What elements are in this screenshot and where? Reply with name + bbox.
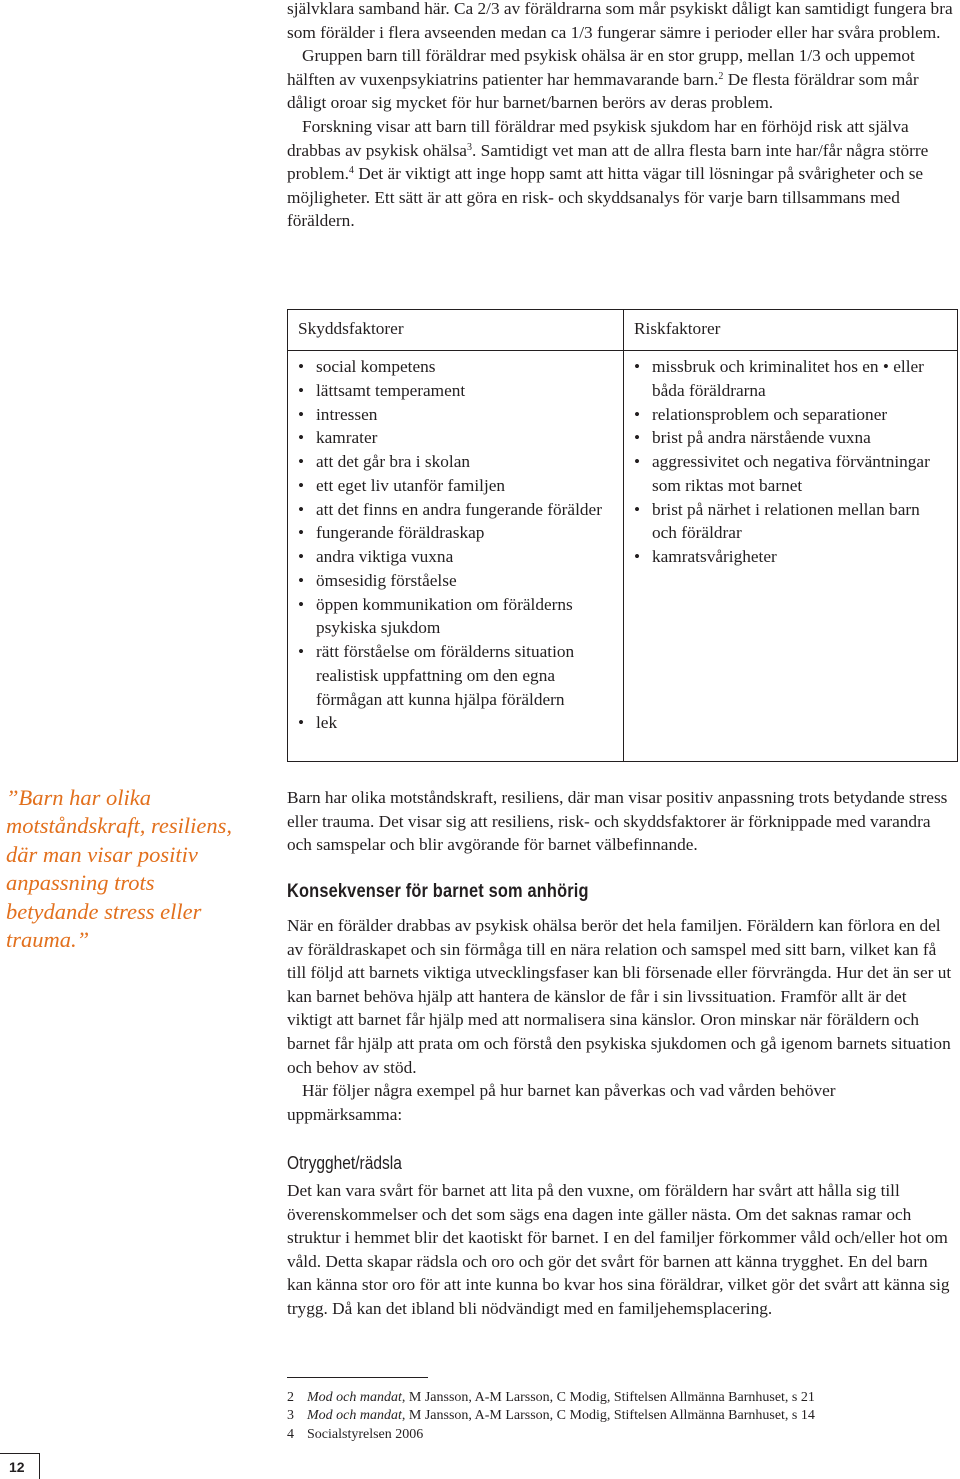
intro-p2-text-b: De flesta föräldrar som mår dåligt oroar sig mycket för hur barnet/barnen berörs av deras problem. <box>287 69 919 113</box>
protective-factor-item-text: lek <box>316 713 338 733</box>
section-paragraph-2: Här följer några exempel på hur barnet kan påverkas och vad vården behöver uppmärksamma: <box>287 1081 836 1124</box>
intro-p3-text-c: Det är viktigt att inge hopp samt att hitta vägar till lösningar på svårigheter och se möjligheter. Ett sätt är att göra en risk- och skyddsanalys för varje barn tillsammans med föräldern. <box>287 164 924 231</box>
intro-paragraph-3 <box>287 115 955 233</box>
risk-factor-item-text: aggressivitet och negativa förväntningar som riktas mot barnet <box>652 452 930 495</box>
footnote-title: Mod och mandat <box>307 1390 402 1405</box>
bullet-icon: • <box>634 499 641 519</box>
footnote-text: Socialstyrelsen 2006 <box>307 1426 424 1442</box>
factors-table <box>287 309 958 762</box>
bullet-icon: • <box>298 523 305 543</box>
protective-factor-item-text: intressen <box>316 404 378 424</box>
protective-factor-item-text: andra viktiga vuxna <box>316 547 454 566</box>
bullet-icon: • <box>298 357 305 376</box>
protective-factor-item <box>298 474 616 498</box>
protective-factor-item-text: kamrater <box>316 428 378 448</box>
protective-factor-item-text: rätt förståelse om förälderns situation realistisk uppfattning om den egna förmågan att kunna hjälpa föräldern <box>316 642 575 709</box>
protective-factor-item <box>298 640 616 711</box>
protective-factor-item <box>298 545 616 569</box>
bullet-icon: • <box>298 642 305 661</box>
footnotes <box>287 1389 815 1444</box>
bullet-icon: • <box>298 499 305 519</box>
risk-factor-item <box>634 450 934 498</box>
section-text <box>287 914 955 1126</box>
bullet-icon: • <box>634 428 641 448</box>
intro-p3-text-b: . Samtidigt vet man att de allra flesta barn inte har/får några större problem. <box>287 140 929 184</box>
risk-factor-item-text: brist på andra närstående vuxna <box>652 428 871 448</box>
intro-text <box>287 0 955 233</box>
protective-factor-item-text: öppen kommunikation om förälderns psykiska sjukdom <box>316 594 573 638</box>
bullet-icon: • <box>634 547 641 566</box>
bullet-icon: • <box>634 357 641 376</box>
protective-factor-item <box>298 450 616 474</box>
protective-factor-item-text: att det går bra i skolan <box>316 452 471 471</box>
risk-factor-item-text: brist på närhet i relationen mellan barn och föräldrar <box>652 499 920 543</box>
header-divider <box>288 350 957 351</box>
footnote-ref-4: 4 <box>348 165 354 177</box>
risk-factors-heading: Riskfaktorer <box>634 319 721 338</box>
subsection-text <box>287 1179 955 1321</box>
subsection-paragraph: Det kan vara svårt för barnet att lita på den vuxne, om föräldern har svårt att hålla sig till överenskommelser och det som sägs ena dagen inte gäller nästa. Om det saknas ramar och struktur i hemmet blir det kaotiskt för barnet. I en del familjer förkommer våld och/eller hot om våld. Detta skapar rädsla och oro och gör det svårt för barnen att känna trygghet. En del barn kan känna stor oro för att inte kunna bo kvar hos sina föräldrar, vilket gör det svårt att känna sig trygg. Då kan det ibland bli nödvändigt med en familjehemsplacering. <box>287 1181 950 1318</box>
footnote-text: , M Jansson, A-M Larsson, C Modig, Stiftelsen Allmänna Barnhuset, s 14 <box>401 1408 815 1424</box>
intro-paragraph-2 <box>287 44 955 115</box>
page-number: 12 <box>0 1453 40 1479</box>
protective-factors-list <box>298 355 616 735</box>
bullet-icon: • <box>298 547 305 566</box>
footnote-rule <box>287 1377 428 1378</box>
bullet-icon: • <box>298 713 305 733</box>
protective-factor-item <box>298 521 616 545</box>
protective-factors-heading: Skyddsfaktorer <box>298 319 404 338</box>
protective-factor-item-text: ett eget liv utanför familjen <box>316 475 506 495</box>
protective-factor-item <box>298 593 616 641</box>
bullet-icon: • <box>298 452 305 471</box>
bullet-icon: • <box>298 404 305 424</box>
risk-factor-item-text: missbruk och kriminalitet hos en • eller båda föräldrarna <box>652 357 924 400</box>
bullet-icon: • <box>298 475 305 495</box>
footnote-title: Mod och mandat <box>307 1408 402 1424</box>
footnote-item <box>287 1389 815 1407</box>
resilience-paragraph: Barn har olika motståndskraft, resiliens, där man visar positiv anpassning trots betydande stress eller trauma. Det visar sig att resiliens, risk- och skyddsfaktorer är förknippade med varandra och samspelar och blir avgörande för barnet välbefinnande. <box>287 788 948 855</box>
resilience-text <box>287 786 955 857</box>
footnote-ref-2: 2 <box>718 70 724 82</box>
protective-factor-item <box>298 711 616 735</box>
bullet-icon: • <box>298 428 305 448</box>
column-divider <box>623 310 624 761</box>
bullet-icon: • <box>298 570 305 590</box>
pull-quote: ”Barn har olika motståndskraft, resiliens, där man visar positiv anpassning trots betydande stress eller trauma.” <box>6 785 233 953</box>
intro-paragraph-1: självklara samband här. Ca 2/3 av föräldrarna som mår psykiskt dåligt kan samtidigt fungera bra som förälder i flera avseenden medan ca 1/3 fungerar sämre i perioder eller har svåra problem. <box>287 0 953 42</box>
protective-factor-item <box>298 355 616 379</box>
bullet-icon: • <box>634 452 641 471</box>
section-heading: Konsekvenser för barnet som anhörig <box>287 880 589 902</box>
risk-factors-list <box>634 355 934 569</box>
bullet-icon: • <box>298 380 305 400</box>
subsection-heading: Otrygghet/rädsla <box>287 1152 402 1173</box>
protective-factor-item <box>298 379 616 403</box>
footnote-number: 2 <box>287 1390 294 1405</box>
bullet-icon: • <box>634 404 641 424</box>
risk-factor-item-text: relationsproblem och separationer <box>652 404 888 424</box>
risk-factor-item <box>634 403 934 427</box>
risk-factor-item-text: kamratsvårigheter <box>652 547 777 566</box>
protective-factor-item <box>298 498 616 522</box>
footnote-text: , M Jansson, A-M Larsson, C Modig, Stiftelsen Allmänna Barnhuset, s 21 <box>401 1390 815 1405</box>
risk-factor-item <box>634 355 934 403</box>
protective-factor-item <box>298 403 616 427</box>
protective-factor-item <box>298 426 616 450</box>
risk-factor-item <box>634 545 934 569</box>
footnote-item <box>287 1426 815 1444</box>
protective-factor-item-text: social kompetens <box>316 357 436 376</box>
footnote-item <box>287 1407 815 1425</box>
footnote-number: 4 <box>287 1426 294 1442</box>
risk-factor-item <box>634 426 934 450</box>
protective-factor-item-text: att det finns en andra fungerande förälder <box>316 499 602 519</box>
footnote-number: 3 <box>287 1408 294 1424</box>
risk-factor-item <box>634 498 934 546</box>
protective-factor-item-text: fungerande föräldraskap <box>316 523 485 543</box>
footnote-ref-3: 3 <box>466 141 472 153</box>
intro-p2-text-a: Gruppen barn till föräldrar med psykisk ohälsa är en stor grupp, mellan 1/3 och uppemot hälften av vuxenpsykiatrins patienter har hemmavarande barn. <box>287 46 915 89</box>
section-paragraph-1: När en förälder drabbas av psykisk ohälsa berör det hela familjen. Föräldern kan förlora en del av föräldraskapet och sin förmåga till en nära relation och samspel med sitt barn, vilket kan få till följd att barnets viktiga utvecklingsfaser kan bli försenade eller förvrängda. Hur det än ser ut kan barnet behöva hjälp att hantera de känslor de får i sin livssituation. Framför allt är det viktigt att barnet får hjälp med att normalisera sina känslor. Oron minskar när föräldern och barnet får hjälp att prata om och förstå den psykiska sjukdomen och gå igenom barnets situation och behov av stöd. <box>287 916 952 1077</box>
intro-p3-text-a: Forskning visar att barn till föräldrar med psykisk sjukdom har en förhöjd risk att själva drabbas av psykisk ohälsa <box>287 116 909 160</box>
protective-factor-item-text: lättsamt temperament <box>316 380 466 400</box>
protective-factor-item <box>298 569 616 593</box>
bullet-icon: • <box>298 594 305 614</box>
protective-factor-item-text: ömsesidig förståelse <box>316 570 457 590</box>
